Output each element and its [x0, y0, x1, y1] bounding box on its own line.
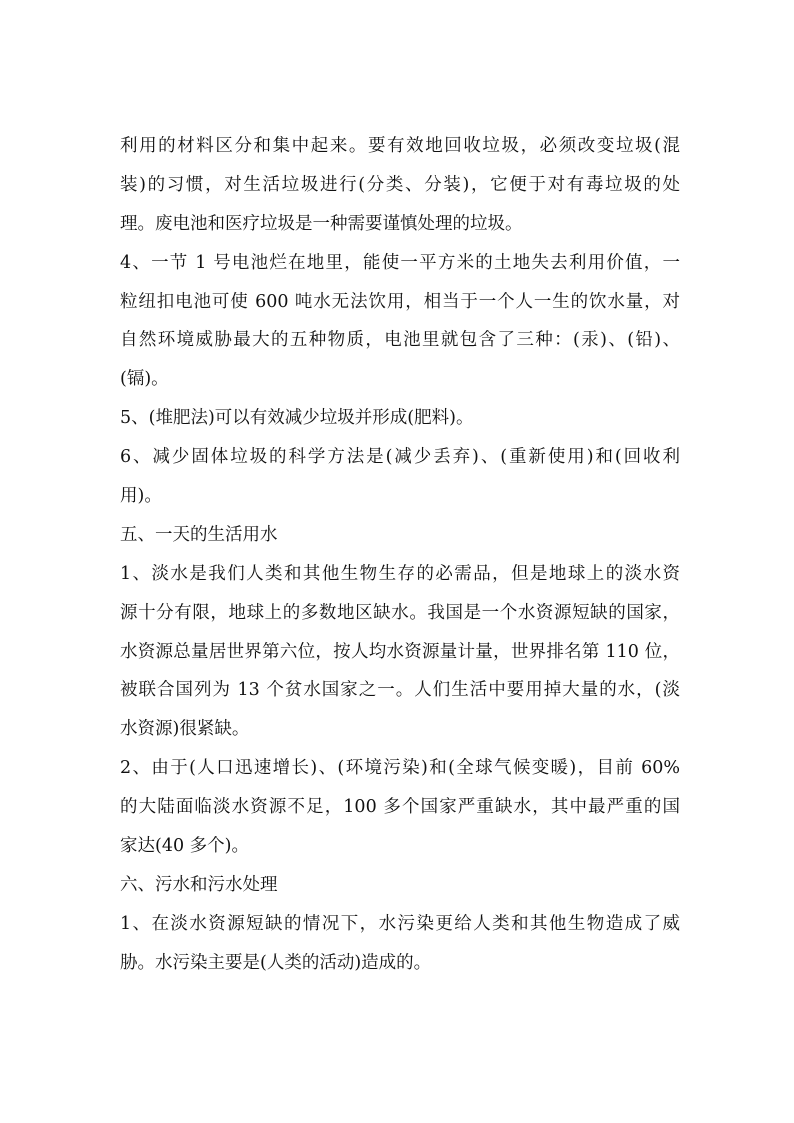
text-line: 2、由于(人口迅速增长)、(环境污染)和(全球气候变暖)，目前 60%: [120, 758, 680, 779]
text-line: 源十分有限，地球上的多数地区缺水。我国是一个水资源短缺的国家，: [120, 602, 680, 623]
text-line: 五、一天的生活用水: [120, 524, 278, 545]
text-line: 水资源总量居世界第六位，按人均水资源量计量，世界排名第 110 位，: [120, 641, 680, 662]
text-line: 胁。水污染主要是(人类的活动)造成的。: [120, 952, 432, 973]
text-line: 装)的习惯，对生活垃圾进行(分类、分装)，它便于对有毒垃圾的处: [120, 174, 680, 195]
text-line: 被联合国列为 13 个贫水国家之一。人们生活中要用掉大量的水，(淡: [120, 680, 680, 701]
text-line: 理。废电池和医疗垃圾是一种需要谨慎处理的垃圾。: [120, 213, 523, 234]
text-line: (镉)。: [120, 369, 169, 390]
text-line: 粒纽扣电池可使 600 吨水无法饮用，相当于一个人一生的饮水量，对: [120, 291, 680, 312]
text-line: 5、(堆肥法)可以有效减少垃圾并形成(肥料)。: [120, 408, 474, 429]
text-line: 用)。: [120, 486, 162, 507]
text-line: 家达(40 多个)。: [120, 836, 249, 857]
text-line: 水资源)很紧缺。: [120, 719, 250, 740]
text-line: 的大陆面临淡水资源不足，100 多个国家严重缺水，其中最严重的国: [120, 797, 680, 818]
text-line: 1、在淡水资源短缺的情况下，水污染更给人类和其他生物造成了威: [120, 913, 680, 934]
text-line: 4、一节 1 号电池烂在地里，能使一平方米的土地失去利用价值，一: [120, 252, 680, 273]
text-line: 六、污水和污水处理: [120, 874, 278, 895]
text-line: 利用的材料区分和集中起来。要有效地回收垃圾，必须改变垃圾(混: [120, 136, 680, 156]
text-line: 1、淡水是我们人类和其他生物生存的必需品，但是地球上的淡水资: [120, 563, 680, 584]
document-body: [120, 127, 680, 983]
text-line: 6、减少固体垃圾的科学方法是(减少丢弃)、(重新使用)和(回收利: [120, 447, 680, 468]
text-line: 自然环境威胁最大的五种物质，电池里就包含了三种：(汞)、(铅)、: [120, 330, 680, 351]
